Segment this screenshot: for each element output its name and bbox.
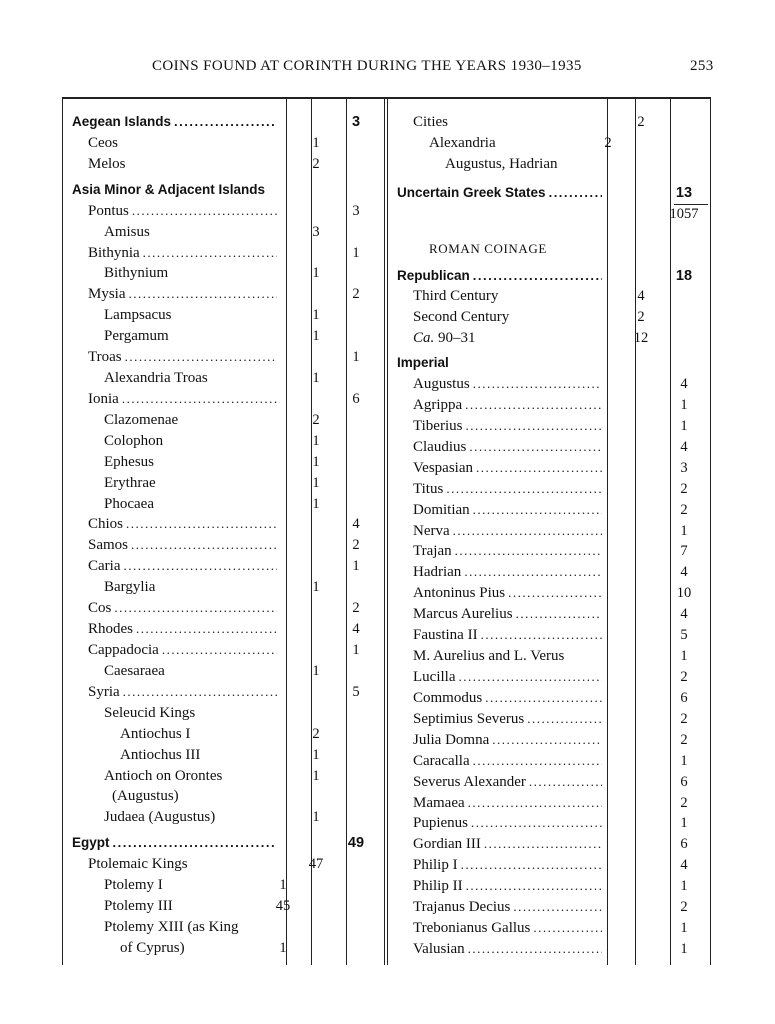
row-label: Commodus: [413, 689, 483, 706]
row-label: Lucilla: [413, 669, 456, 685]
row-label: Chios: [88, 516, 124, 533]
row-label: Ptolemy I: [104, 877, 163, 894]
row-label: Ca. 90–31: [413, 330, 476, 347]
count-c2: 1: [312, 328, 320, 345]
row-label: Asia Minor & Adjacent Islands: [72, 181, 266, 197]
row-label: Mamaea: [413, 794, 465, 811]
dot-leader: [527, 709, 602, 729]
table-row: [0, 730, 775, 750]
row-label: Caracalla: [413, 752, 470, 769]
count-c2: 1: [312, 495, 320, 512]
count-c3: 1: [680, 417, 688, 434]
row-label: Samos: [88, 537, 129, 554]
dot-leader: [465, 416, 602, 436]
table-row: [0, 939, 775, 959]
count-c2: 3: [312, 223, 320, 240]
page-number: 253: [690, 58, 714, 74]
count-c3: 3: [352, 202, 360, 219]
row-label: Republican: [397, 267, 470, 283]
row-label: Rhodes: [88, 621, 133, 638]
dot-leader: [471, 813, 602, 833]
table-row: [0, 479, 775, 499]
count-c2: 4: [637, 288, 645, 305]
row-label: Cos: [88, 600, 112, 617]
row-label: Faustina II: [413, 627, 478, 644]
table-row: [0, 500, 775, 520]
row-label: Caria: [88, 558, 121, 575]
count-c3: 4: [680, 376, 688, 393]
count-c3: 1: [680, 940, 688, 957]
row-label: Augustus, Hadrian: [445, 155, 558, 172]
count-c3: 1: [352, 244, 360, 261]
row-label: Uncertain Greek States: [397, 184, 546, 200]
count-c3: 3: [680, 459, 688, 476]
dot-leader: [446, 479, 602, 499]
dot-leader: [468, 939, 602, 959]
count-c2: 1: [312, 662, 320, 679]
count-c1: 45: [275, 898, 291, 915]
row-label: Second Century: [413, 309, 510, 326]
row-label: Domitian: [413, 501, 470, 518]
count-c1: 1: [279, 939, 287, 956]
count-c2: 47: [308, 856, 324, 873]
row-label: Troas: [88, 349, 122, 366]
row-label: Philip II: [413, 878, 463, 895]
row-label: Colophon: [104, 432, 164, 449]
row-label: Phocaea: [104, 495, 154, 512]
count-c3: 2: [680, 899, 688, 916]
count-c3: 2: [352, 537, 360, 554]
table-row: [0, 876, 775, 896]
count-c2: 2: [312, 155, 320, 172]
table-row: [0, 416, 775, 436]
count-c3: 10: [676, 585, 692, 602]
dot-leader: [458, 667, 602, 687]
table-row: [0, 204, 775, 224]
count-c2: 1: [312, 767, 320, 784]
table-row: [0, 667, 775, 687]
table-row: [0, 239, 775, 259]
count-c2: 1: [312, 134, 320, 151]
dot-leader: [453, 521, 602, 541]
count-c3: 1: [352, 558, 360, 575]
table-row: [0, 583, 775, 603]
count-c2: 2: [637, 114, 645, 130]
row-label: Ceos: [88, 134, 118, 151]
row-label: Amisus: [104, 223, 150, 240]
table-row: [0, 772, 775, 792]
row-label: Alexandria Troas: [104, 370, 208, 387]
table-row: [0, 793, 775, 813]
count-c3: 6: [680, 773, 688, 790]
table-row: [0, 154, 775, 174]
dot-leader: [484, 834, 602, 854]
row-label: Ephesus: [104, 453, 154, 470]
count-c3: 1: [352, 642, 360, 658]
table-row: [0, 395, 775, 415]
count-c2: 1: [312, 474, 320, 491]
table-row: [0, 458, 775, 478]
row-label: Nerva: [413, 522, 450, 539]
row-label: Trajan: [413, 543, 452, 560]
dot-leader: [533, 918, 602, 938]
count-c3: 2: [352, 286, 360, 303]
row-label: of Cyprus): [120, 939, 185, 956]
row-label: ROMAN COINAGE: [429, 240, 547, 256]
dot-leader: [549, 183, 602, 203]
count-c3: 2: [680, 710, 688, 727]
count-c3: 2: [680, 480, 688, 497]
row-label: Antoninus Pius: [413, 585, 506, 602]
row-label: Ionia: [88, 390, 119, 407]
dot-leader: [513, 897, 602, 917]
count-c3: 49: [347, 835, 365, 852]
row-label: Augustus: [413, 376, 470, 393]
table-row: [0, 562, 775, 582]
row-label: Severus Alexander: [413, 773, 526, 790]
count-c2: 2: [312, 725, 320, 742]
dot-leader: [481, 625, 602, 645]
table-row: [0, 112, 775, 132]
row-label: Philip I: [413, 857, 458, 874]
row-label: Pontus: [88, 202, 129, 219]
row-label: Septimius Severus: [413, 710, 525, 727]
dot-leader: [473, 500, 602, 520]
count-c3: 2: [680, 731, 688, 748]
row-label: Vespasian: [413, 459, 473, 476]
count-c3: 4: [680, 564, 688, 581]
dot-leader: [485, 688, 602, 708]
count-c3: 1: [680, 648, 688, 665]
row-label: Lampsacus: [104, 307, 172, 324]
row-label: Pupienus: [413, 815, 469, 832]
table-row: [0, 834, 775, 854]
count-c3: 6: [680, 836, 688, 853]
row-label: Melos: [88, 155, 126, 172]
dot-leader: [473, 374, 602, 394]
dot-leader: [469, 437, 602, 457]
table-row: [0, 521, 775, 541]
row-label: Cappadocia: [88, 642, 159, 658]
count-c3: 4: [680, 857, 688, 874]
count-c3: 1: [680, 397, 688, 414]
count-c3: 6: [680, 689, 688, 706]
row-label: Claudius: [413, 438, 467, 455]
row-label: Gordian III: [413, 836, 481, 853]
row-label: Syria: [88, 683, 120, 700]
row-label: Imperial: [397, 355, 449, 371]
count-c3: 13: [675, 184, 693, 201]
table-row: [0, 751, 775, 771]
table-row: [0, 625, 775, 645]
row-label: Trebonianus Gallus: [413, 920, 531, 937]
section-heading: [0, 183, 775, 203]
count-c2: 12: [633, 330, 649, 347]
row-label: Antioch on Orontes: [104, 767, 223, 784]
count-c3: 5: [680, 627, 688, 644]
count-c3: 2: [680, 501, 688, 518]
row-label: Pergamum: [104, 328, 169, 345]
row-label: Hadrian: [413, 564, 462, 581]
dot-leader: [465, 395, 602, 415]
table-row: [0, 897, 775, 917]
dot-leader: [516, 604, 602, 624]
section-heading: [0, 266, 775, 286]
count-c3: 1: [680, 522, 688, 539]
table-row: [0, 307, 775, 327]
count-c2: 1: [312, 579, 320, 596]
count-c3: 7: [680, 543, 688, 560]
table-row: [0, 813, 775, 833]
row-label: Mysia: [88, 286, 126, 303]
dot-leader: [508, 583, 602, 603]
row-label: Julia Domna: [413, 731, 490, 748]
table-row: [0, 604, 775, 624]
count-c1: 1: [279, 877, 287, 894]
count-c2: 2: [312, 411, 320, 428]
count-c2: 2: [637, 309, 645, 326]
table-row: [0, 286, 775, 306]
row-label: M. Aurelius and L. Verus: [413, 648, 565, 665]
count-c2: 1: [312, 432, 320, 449]
table-row: [0, 541, 775, 561]
table-row: [0, 133, 775, 153]
dot-leader: [476, 458, 602, 478]
count-c2: 1: [312, 809, 320, 826]
count-c3: 2: [680, 669, 688, 685]
count-c3: 2: [680, 794, 688, 811]
count-c2: 1: [312, 370, 320, 387]
count-c2: 1: [312, 265, 320, 282]
row-label: Marcus Aurelius: [413, 606, 513, 623]
row-label: Alexandria: [429, 134, 496, 151]
row-label: Bithynia: [88, 244, 140, 261]
table-row: [0, 437, 775, 457]
row-label: Bargylia: [104, 579, 156, 596]
row-label: Cities: [413, 114, 449, 130]
count-c3: 4: [352, 516, 360, 533]
count-c3: 1057: [669, 205, 699, 222]
count-c3: 18: [675, 267, 693, 284]
row-label: Antiochus I: [120, 725, 191, 742]
count-c3: 5: [352, 683, 360, 700]
count-c2: 1: [312, 307, 320, 324]
row-label: Seleucid Kings: [104, 704, 196, 721]
dot-leader: [529, 772, 602, 792]
row-label: Clazomenae: [104, 411, 179, 428]
row-label: (Augustus): [112, 788, 179, 805]
count-c3: 1: [680, 815, 688, 832]
row-label: Aegean Islands: [72, 114, 172, 129]
count-c2: 1: [312, 746, 320, 763]
dot-leader: [473, 751, 602, 771]
count-c2: 1: [312, 453, 320, 470]
count-c3: 2: [352, 600, 360, 617]
dot-leader: [492, 730, 602, 750]
count-c3: 4: [680, 438, 688, 455]
dot-leader: [464, 562, 602, 582]
row-label: Bithynium: [104, 265, 169, 282]
count-c3: 1: [352, 349, 360, 366]
count-c3: 3: [351, 114, 361, 130]
count-c3: 4: [352, 621, 360, 638]
count-c3: 1: [680, 920, 688, 937]
row-label: Ptolemaic Kings: [88, 856, 188, 873]
row-label: Caesaraea: [104, 662, 165, 679]
running-title: COINS FOUND AT CORINTH DURING THE YEARS 1930–1935: [152, 58, 582, 74]
count-c1: 2: [604, 134, 612, 151]
row-label: Tiberius: [413, 417, 463, 434]
row-label: Titus: [413, 480, 444, 497]
row-label: Erythrae: [104, 474, 156, 491]
dot-leader: [468, 793, 602, 813]
row-label: Judaea (Augustus): [104, 809, 216, 826]
row-label: Trajanus Decius: [413, 899, 511, 916]
count-c3: 4: [680, 606, 688, 623]
row-label: Agrippa: [413, 397, 463, 414]
section-heading: [0, 353, 775, 373]
table-row: [0, 855, 775, 875]
table-row: [0, 374, 775, 394]
row-label: Ptolemy XIII (as King: [104, 918, 239, 935]
dot-leader: [473, 266, 602, 286]
row-label: Egypt: [72, 835, 110, 851]
table-row: [0, 646, 775, 666]
table-row: [0, 328, 775, 348]
table-row: [0, 709, 775, 729]
dot-leader: [466, 876, 602, 896]
row-label: Antiochus III: [120, 746, 201, 763]
dot-leader: [461, 855, 602, 875]
table-row: [0, 688, 775, 708]
row-label: Valusian: [413, 940, 465, 957]
row-label: Third Century: [413, 288, 499, 305]
row-label: Ptolemy III: [104, 898, 173, 915]
table-row: [0, 918, 775, 938]
count-c3: 6: [352, 390, 360, 407]
count-c3: 1: [680, 752, 688, 769]
count-c3: 1: [680, 878, 688, 895]
dot-leader: [455, 541, 602, 561]
